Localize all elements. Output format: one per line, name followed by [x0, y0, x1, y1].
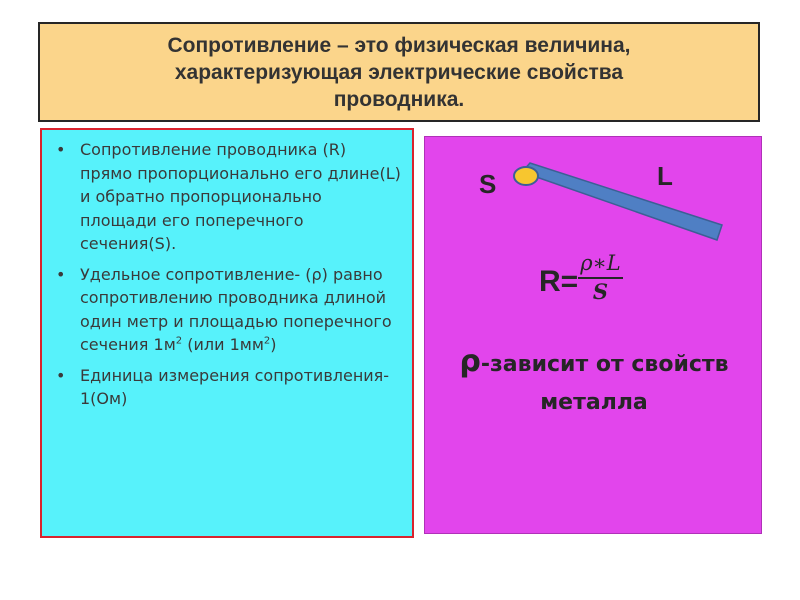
conductor-cross-section [514, 167, 538, 185]
bullet-item-resistance [54, 138, 402, 256]
rho-symbol: ρ [459, 344, 481, 379]
formula-numerator: ρ∗L [578, 251, 623, 279]
bullet-dot: • [56, 264, 66, 284]
bullet-dot: • [56, 365, 66, 385]
bullet-item-resistivity [54, 263, 402, 357]
bullet-item-unit [54, 364, 402, 411]
slide-title: Сопротивление – это физическая величина, характеризующая электрические свойства проводника. [167, 33, 631, 111]
resistivity-text-middle: (или 1мм [182, 335, 264, 354]
conductor-body [522, 163, 722, 240]
resistivity-note [431, 343, 757, 422]
bullet-dot: • [56, 140, 66, 159]
bullet-text-resistivity [80, 265, 392, 355]
formula-fraction [578, 251, 623, 305]
resistivity-text-before: Удельное сопротивление- (ρ) равно сопротивлению проводника длиной один метр и площадью поперечного сечения 1м [80, 264, 392, 354]
square-superscript: 2 [263, 335, 271, 347]
formula-panel [424, 136, 762, 534]
resistivity-note-text-line2: металла [540, 390, 648, 415]
resistivity-note-text: -зависит от свойств [480, 352, 729, 377]
bullet-list [42, 130, 412, 411]
resistance-formula [539, 251, 623, 305]
formula-denominator: S [592, 279, 609, 304]
length-label: L [657, 161, 673, 191]
cross-section-label: S [479, 169, 497, 199]
definitions-panel [40, 128, 414, 538]
resistivity-text-after: ) [270, 335, 277, 354]
bullet-text-resistance: Сопротивление проводника (R) прямо пропорционально его длине(L) и обратно пропорционально площади его поперечного сечения(S). [80, 140, 401, 253]
square-superscript: 2 [175, 335, 183, 347]
formula-lhs: R= [539, 265, 579, 298]
title-box [38, 22, 760, 122]
bullet-text-unit: Единица измерения сопротивления- 1(Ом) [80, 365, 390, 408]
